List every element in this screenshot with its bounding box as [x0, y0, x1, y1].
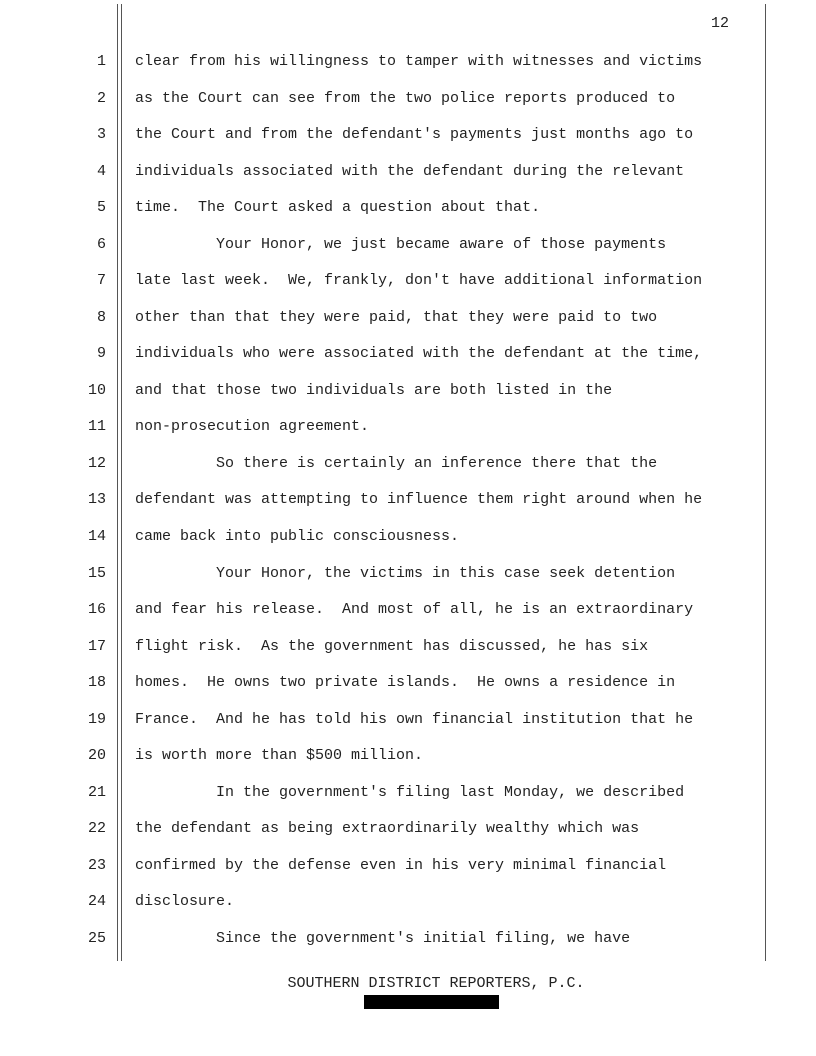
- transcript-line: In the government's filing last Monday, we described: [135, 784, 685, 801]
- left-margin-line-inner: [121, 4, 122, 961]
- transcript-line: the Court and from the defendant's payments just months ago to: [135, 126, 694, 143]
- transcript-line: disclosure.: [135, 893, 235, 910]
- transcript-line: France. And he has told his own financial institution that he: [135, 711, 694, 728]
- transcript-line: time. The Court asked a question about that.: [135, 199, 541, 216]
- line-number: 17: [87, 638, 106, 655]
- line-number: 21: [87, 784, 106, 801]
- left-margin-line-outer: [117, 4, 118, 961]
- transcript-line: and fear his release. And most of all, he is an extraordinary: [135, 601, 694, 618]
- right-margin-line: [765, 4, 766, 961]
- transcript-line: confirmed by the defense even in his very minimal financial: [135, 857, 667, 874]
- line-number: 12: [87, 455, 106, 472]
- line-number: 2: [96, 90, 106, 107]
- line-number: 3: [96, 126, 106, 143]
- transcript-line: Your Honor, the victims in this case seek detention: [135, 565, 676, 582]
- transcript-line: the defendant as being extraordinarily wealthy which was: [135, 820, 640, 837]
- transcript-line: and that those two individuals are both listed in the: [135, 382, 613, 399]
- line-number: 7: [96, 272, 106, 289]
- line-number: 11: [87, 418, 106, 435]
- transcript-line: non-prosecution agreement.: [135, 418, 370, 435]
- line-number: 19: [87, 711, 106, 728]
- redaction-bar: [364, 995, 499, 1009]
- line-number: 23: [87, 857, 106, 874]
- line-number: 10: [87, 382, 106, 399]
- transcript-line: individuals associated with the defendant during the relevant: [135, 163, 685, 180]
- line-number: 25: [87, 930, 106, 947]
- line-number: 9: [96, 345, 106, 362]
- transcript-line: clear from his willingness to tamper with witnesses and victims: [135, 53, 703, 70]
- transcript-line: as the Court can see from the two police reports produced to: [135, 90, 676, 107]
- line-number: 20: [87, 747, 106, 764]
- transcript-line: flight risk. As the government has discussed, he has six: [135, 638, 649, 655]
- line-number: 6: [96, 236, 106, 253]
- transcript-line: Your Honor, we just became aware of those payments: [135, 236, 667, 253]
- page-number: 12: [711, 15, 730, 32]
- transcript-line: Since the government's initial filing, we have: [135, 930, 631, 947]
- transcript-line: homes. He owns two private islands. He owns a residence in: [135, 674, 676, 691]
- transcript-line: other than that they were paid, that they were paid to two: [135, 309, 658, 326]
- line-number: 15: [87, 565, 106, 582]
- transcript-line: came back into public consciousness.: [135, 528, 460, 545]
- transcript-line: late last week. We, frankly, don't have additional information: [135, 272, 703, 289]
- line-number: 5: [96, 199, 106, 216]
- transcript-line: individuals who were associated with the defendant at the time,: [135, 345, 703, 362]
- line-number: 8: [96, 309, 106, 326]
- transcript-line: is worth more than $500 million.: [135, 747, 424, 764]
- line-number: 13: [87, 491, 106, 508]
- line-number: 14: [87, 528, 106, 545]
- transcript-line: So there is certainly an inference there that the: [135, 455, 658, 472]
- transcript-line: defendant was attempting to influence them right around when he: [135, 491, 703, 508]
- line-number: 18: [87, 674, 106, 691]
- line-number: 4: [96, 163, 106, 180]
- footer-reporter: SOUTHERN DISTRICT REPORTERS, P.C.: [287, 975, 585, 992]
- line-number: 1: [96, 53, 106, 70]
- line-number: 22: [87, 820, 106, 837]
- line-number: 16: [87, 601, 106, 618]
- line-number: 24: [87, 893, 106, 910]
